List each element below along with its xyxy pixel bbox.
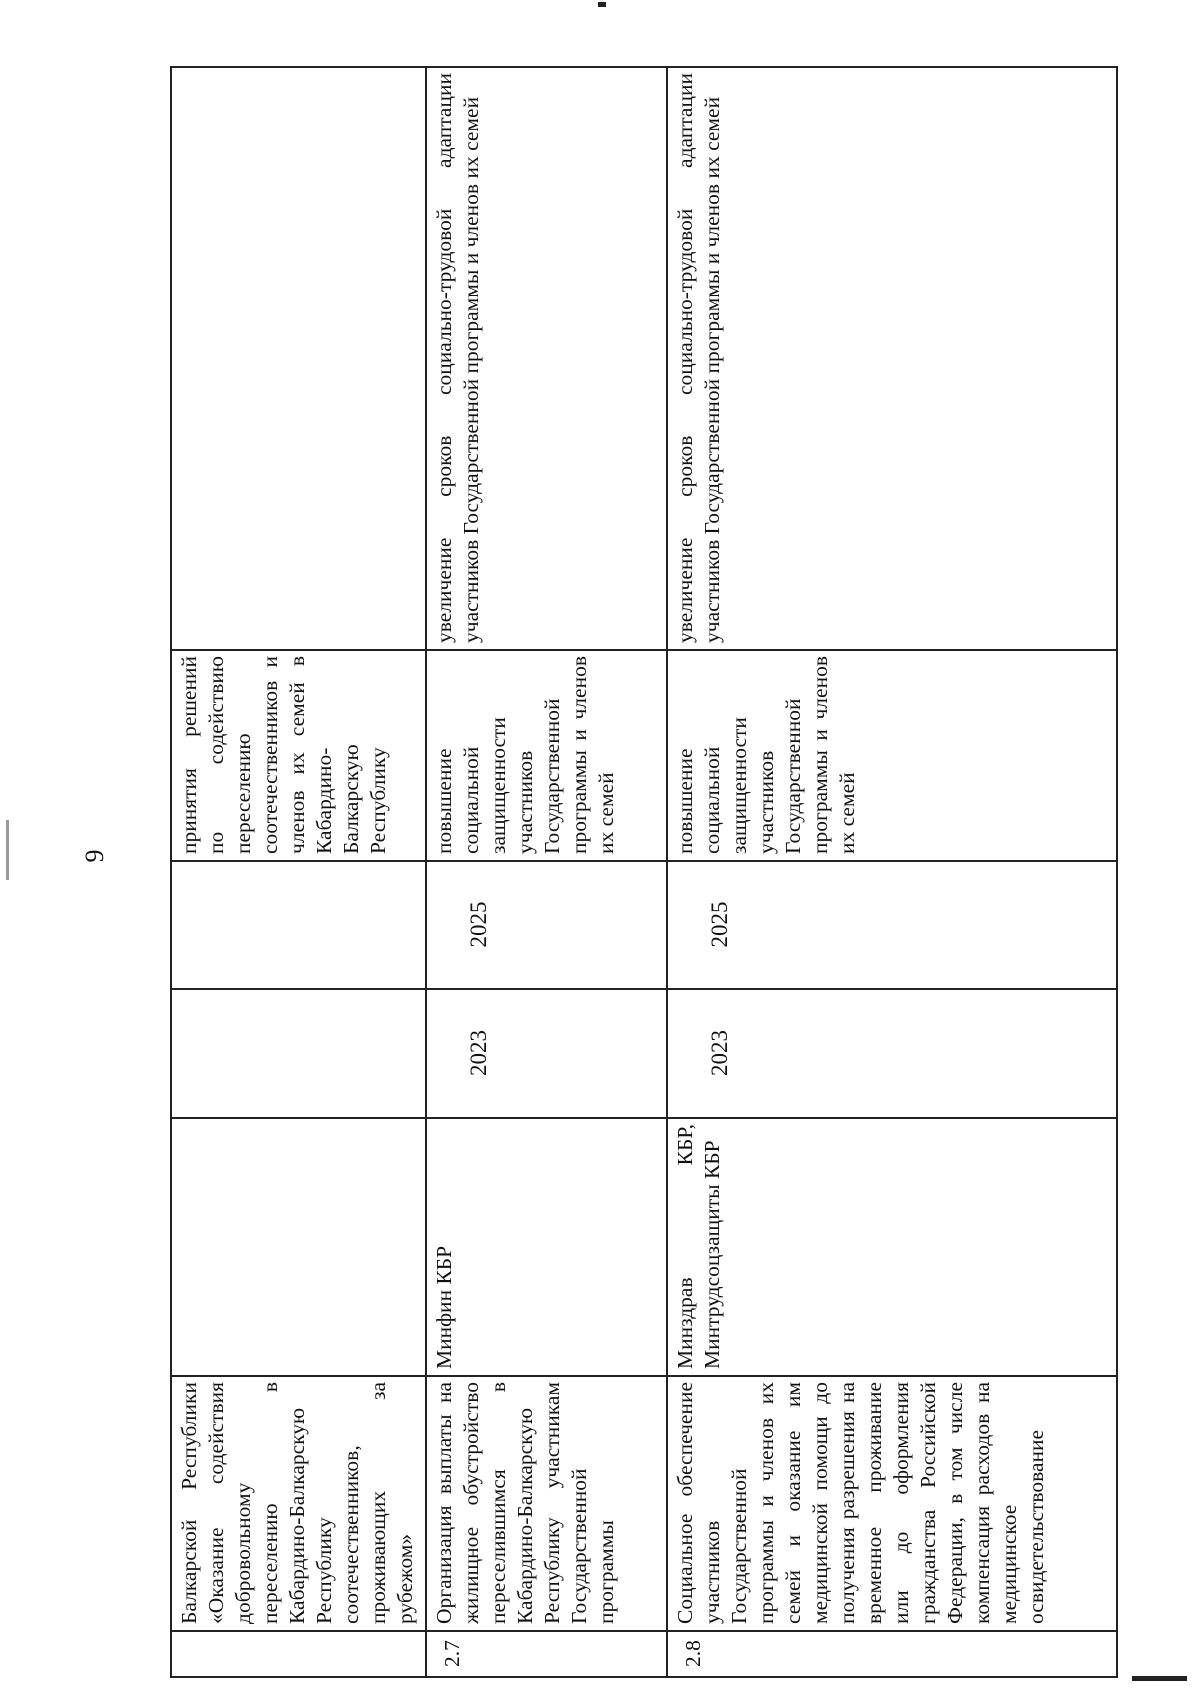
activity-title: Организация выплаты на жилищное обустройство переселившимся в Кабардино-Балкарскую Республику участникам Государственной программы xyxy=(426,1376,667,1631)
end-year: 2025 xyxy=(426,861,667,989)
executor: Минфин КБР xyxy=(426,1118,667,1376)
start-year: 2023 xyxy=(667,989,1117,1118)
start-year: 2023 xyxy=(426,989,667,1118)
end-year: 2025 xyxy=(667,861,1117,989)
expected-result: принятия решений по содействию переселению соотечественников и членов их семей в Кабардино-Балкарскую Республику xyxy=(171,650,426,861)
row-number xyxy=(171,1631,426,1677)
executor: Минздрав КБР, Минтрудсоцзащиты КБР xyxy=(667,1118,1117,1376)
executor xyxy=(171,1118,426,1376)
expected-result: повышение социальной защищенности участников Государственной программы и членов их семей xyxy=(426,650,667,861)
expected-result: повышение социальной защищенности участников Государственной программы и членов их семей xyxy=(667,650,1117,861)
end-year xyxy=(171,861,426,989)
impact xyxy=(171,67,426,650)
row-number: 2.7 xyxy=(426,1631,667,1677)
table-row xyxy=(171,67,426,1677)
activity-title: Балкарской Республики «Оказание содействия добровольному переселению в Кабардино-Балкарскую Республику соотечественников, проживающих за рубежом» xyxy=(171,1376,426,1631)
impact: увеличение сроков социально-трудовой адаптации участников Государственной программы и членов их семей xyxy=(426,67,667,650)
table-row xyxy=(426,67,667,1677)
page-number: 9 xyxy=(80,849,109,863)
row-number: 2.8 xyxy=(667,1631,1117,1677)
start-year xyxy=(171,989,426,1118)
scan-mark-left xyxy=(6,820,9,880)
impact: увеличение сроков социально-трудовой адаптации участников Государственной программы и членов их семей xyxy=(667,67,1117,650)
table-row xyxy=(667,67,1117,1677)
activity-title: Социальное обеспечение участников Государственной программы и членов их семей и оказание им медицинской помощи до получения разрешения на временное проживание или до оформления гражданства Российской Федерации, в том числе компенсация расходов на медицинское освидетельствование xyxy=(667,1376,1117,1631)
scan-mark-bottom xyxy=(1132,1676,1187,1681)
program-activities-table xyxy=(170,66,1118,1678)
scan-mark-top xyxy=(598,2,606,7)
